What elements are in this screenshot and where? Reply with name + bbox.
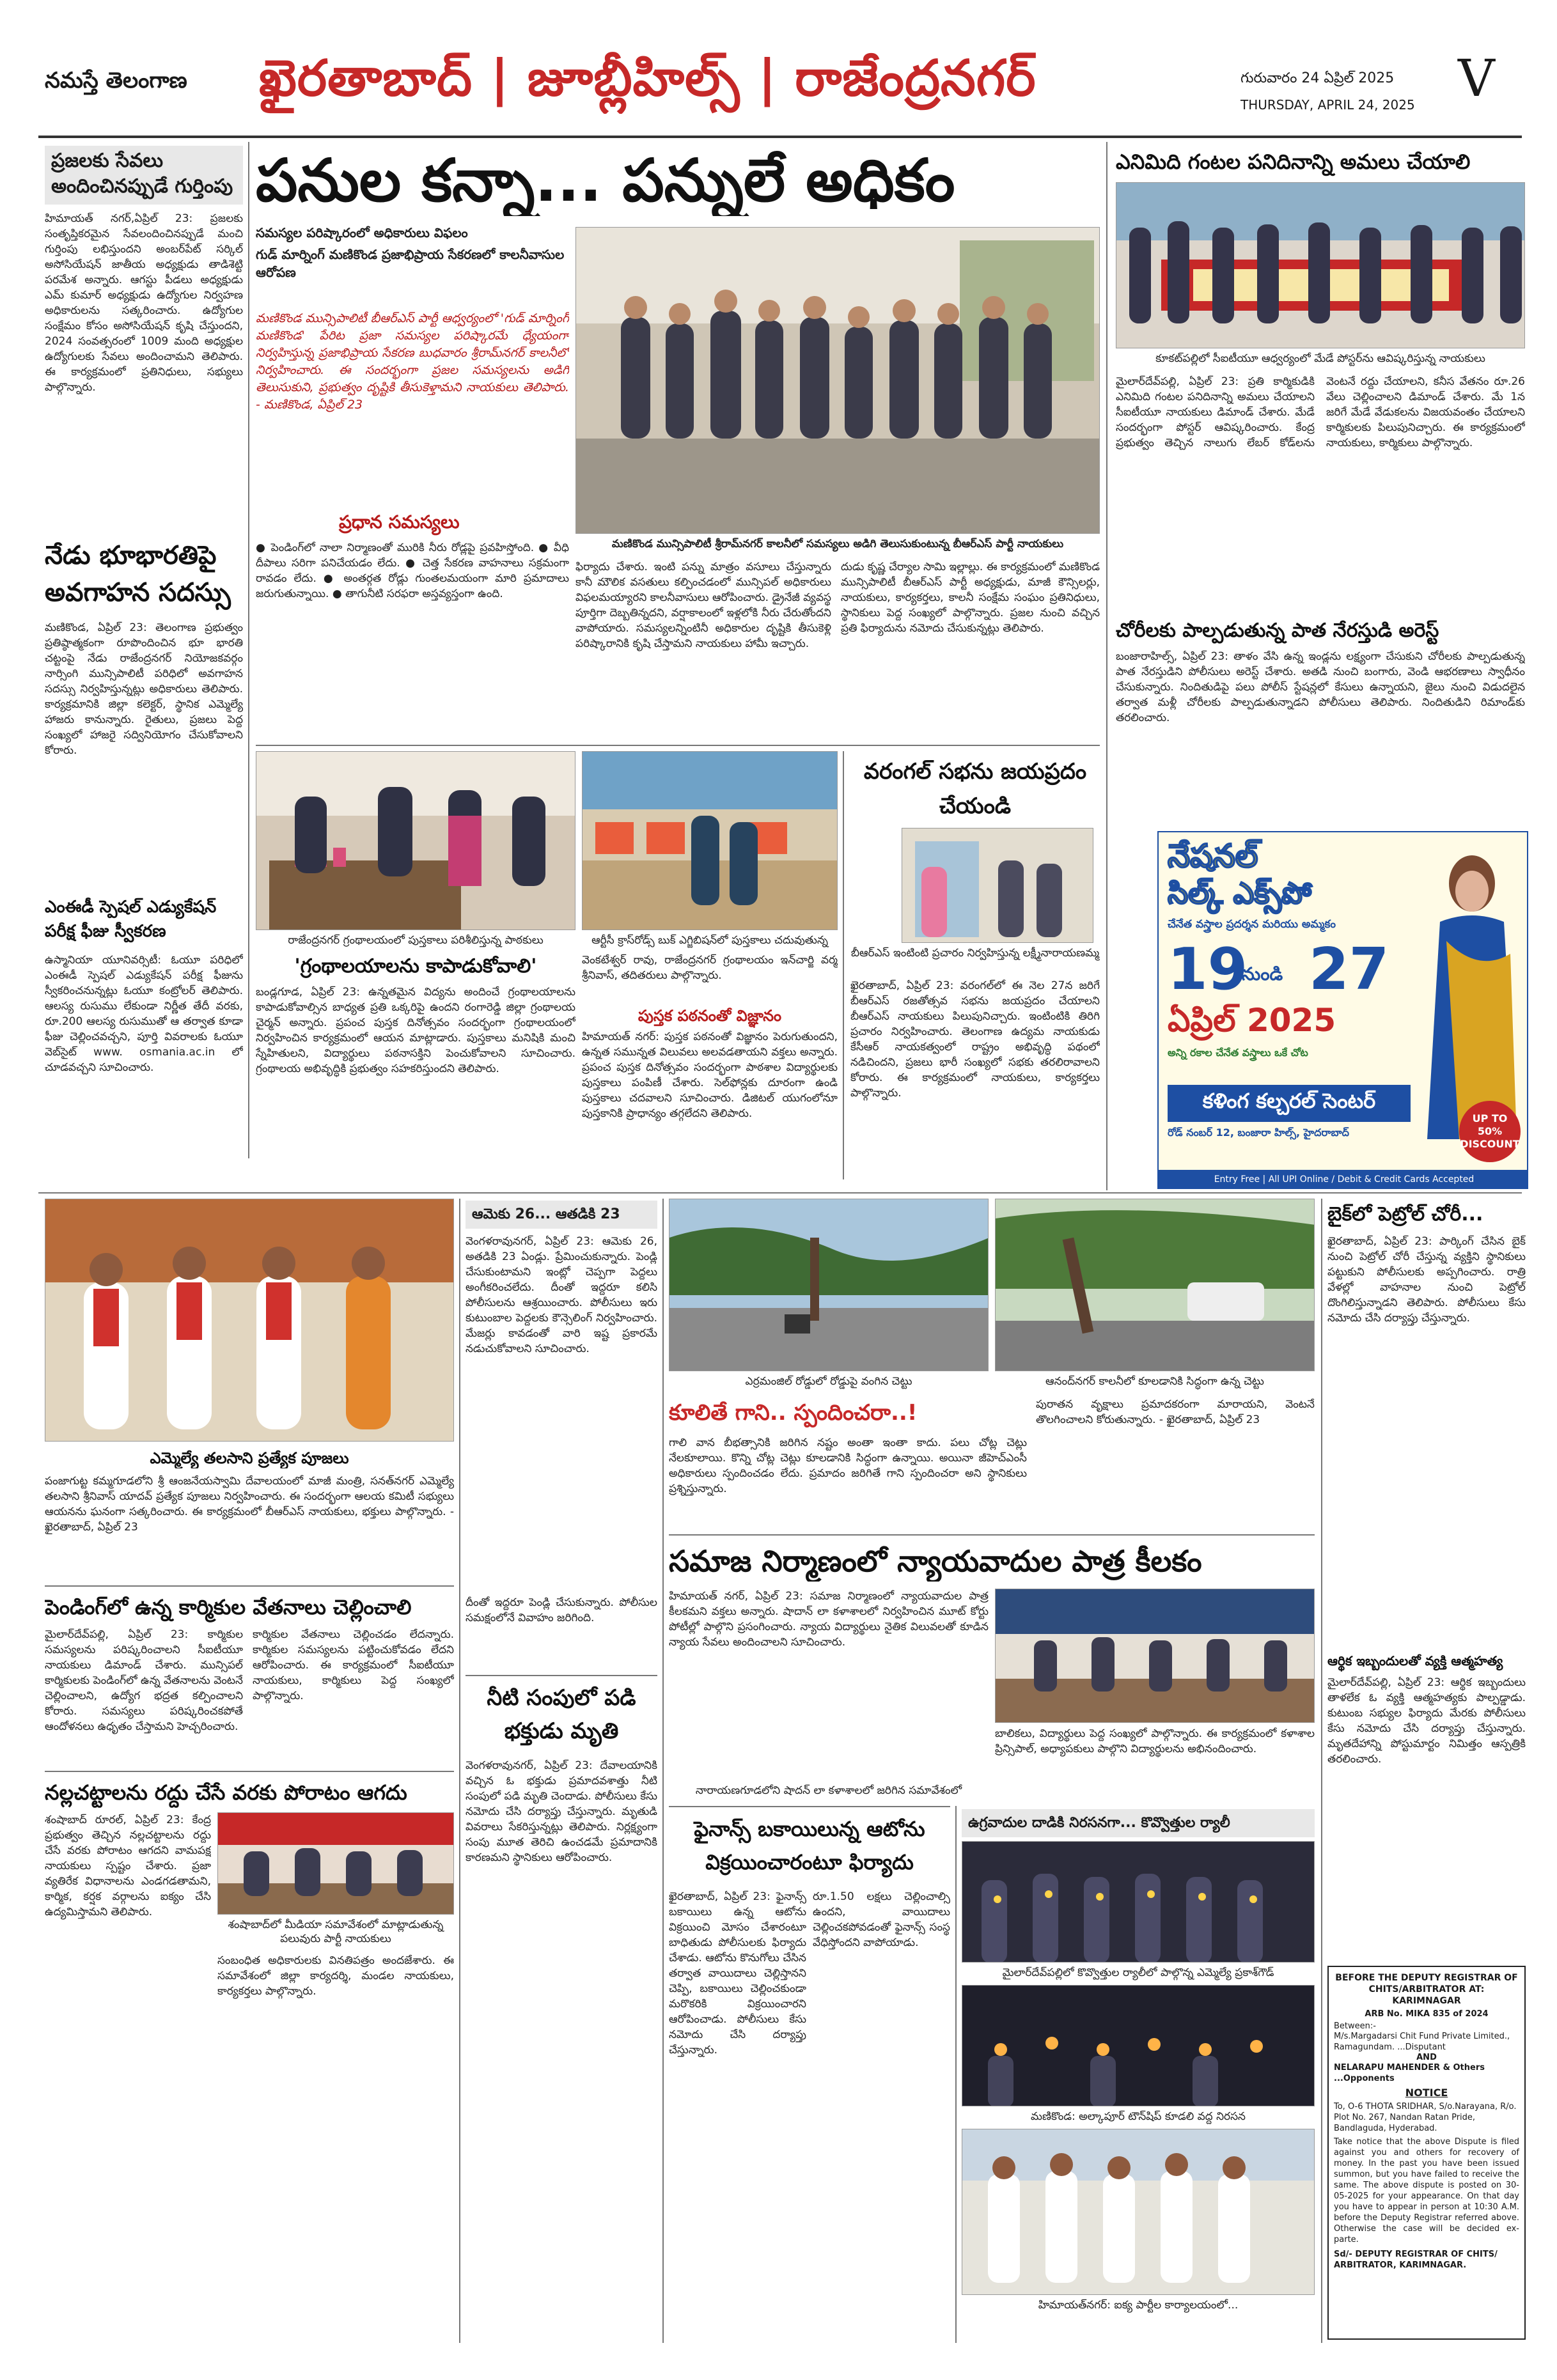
lead-right-divider xyxy=(1106,142,1107,1190)
ad-tagline: అన్ని రకాల చేనేత వస్త్రాలు ఒకే చోట xyxy=(1168,1046,1308,1059)
lead-intro: మణికొండ మున్సిపాలిటీ బీఆర్ఎస్ పార్టీ ఆధ్వర్యంలో 'గుడ్ మార్నింగ్ మణికొండ' పేరిట ప్రజా సమస్యల పరిష్కారమే ధ్యేయంగా నిర్వహిస్తున్న ప్రజాభిప్రాయ సేకరణ బుధవారం శ్రీరామ్‌నగర్ కాలనీలో నిర్వహించారు. ఈ సందర్భంగా ప్రజల సమస్యలను అడిగి తెలుసుకుని, ప్రభుత్వం దృష్టికి తీసుకెళ్తామని నాయకులు తెలిపారు. - మణికొండ, ఏప్రిల్ 23 xyxy=(256,311,569,412)
warangal-caption: బీఆర్ఎస్ ఇంటింటి ప్రచారం నిర్వహిస్తున్న లక్ష్మీనారాయణమ్మ xyxy=(850,947,1100,960)
left-story3-headline: ఎంఈడీ స్పెషల్ ఎడ్యుకేషన్ పరీక్ష ఫీజు స్వీకరణ xyxy=(45,898,217,941)
col-e-divider xyxy=(1321,1199,1322,2343)
mla-photo xyxy=(45,1199,454,1442)
notice-and: AND xyxy=(1416,2053,1437,2062)
age-body: వెంగళరావునగర్, ఏప్రిల్ 23: ఆమెకు 26, అతడికి 23 ఏండ్లు. ప్రేమించుకున్నారు. పెండ్లి చేసుకుంటామని ఇంట్లో చెప్పగా పెద్దలు అంగీకరించలేదు. దీంతో ఇద్దరూ కలిసి పోలీసులను ఆశ్రయించారు. పోలీసులు ఇరు కుటుంబాల పెద్దలకు కౌన్సెలింగ్ నిర్వహించారు. మేజర్లు కావడంతో వారి ఇష్ట ప్రకారమే నడుచుకోవాలని సూచించారు. xyxy=(466,1235,657,1355)
wage-rule xyxy=(45,1585,454,1587)
mla-body: పంజాగుట్ట కమ్మగూడలోని శ్రీ ఆంజనేయస్వామి దేవాలయంలో మాజీ మంత్రి, సనత్‌నగర్ ఎమ్మెల్యే తలసాని శ్రీనివాస్ యాదవ్ ప్రత్యేక పూజలు నిర్వహించారు. ఈ సందర్భంగా ఆలయ కమిటీ సభ్యులు ఆయనను ఘనంగా సత్కరించారు. ఈ కార్యక్రమంలో బీఆర్ఎస్ నాయకులు, భక్తులు పాల్గొన్నారు. - ఖైరతాబాద్, ఏప్రిల్ 23 xyxy=(45,1475,454,1534)
warangal-divider xyxy=(843,751,844,1179)
left-story1-body: హిమాయత్ నగర్,ఏప్రిల్ 23: ప్రజలకు సంతృప్తికరమైన సేవలందించినప్పుడే మంచి గుర్తింపు లభిస్తుందని అంబర్‌పేట్ సర్కిల్ అసోసియేషన్ జాతీయ అధ్యక్షుడు తాడిశెట్టి పరమేశ అన్నారు. ఆగస్టు పీడలు అధ్యక్షుడు ఎమ్ కుమార్ అధ్యక్షుడు ఉద్యోగుల నిర్వహణ అధికారులను సత్కరించారు. ఉద్యోగుల సంక్షేమం కోసం అసోసియేషన్ కృషి చేస్తుందని, 2024 సంవత్సరంలో 1009 మంది అధ్యక్షుల ఉద్యోగులకు సేవలు అందించామని తెలిపారు. ఈ కార్యక్రమంలో ప్రతినిధులు, సభ్యులు పాల్గొన్నారు. xyxy=(45,212,243,394)
lead-bullet-1: సమస్యల పరిష్కారంలో అధికారులు విఫలం xyxy=(256,225,468,240)
lawyer-rule xyxy=(669,1534,1315,1536)
tree-headline: కూలితే గాని.. స్పందించరా..! xyxy=(669,1400,918,1426)
exhibition-photo-illustration xyxy=(583,752,838,930)
ad-venue: కళింగ కల్చరల్ సెంటర్ xyxy=(1168,1085,1411,1122)
lead-column-2: ఫిర్యాదు చేశారు. ఇంటి పన్ను మాత్రం వసూలు చేస్తున్నారు కానీ మౌలిక వసతులు కల్పించడంలో మున్సిపల్ అధికారులు విఫలమయ్యారని కాలనీవాసులు ఆరోపించారు. డ్రైనేజీ వ్యవస్థ పూర్తిగా దెబ్బతిన్నదని, వర్షాకాలంలో ఇళ్లలోకి నీరు చేరుతోందని వాపోయారు. సమస్యలన్నింటినీ అధికారుల దృష్టికి తీసుకెళ్లి పరిష్కారానికి కృషి చేస్తామని నాయకులు హామీ ఇచ్చారు. xyxy=(575,561,831,650)
wage-body: మైలార్‌దేవ్‌పల్లి, ఏప్రిల్ 23: కార్మికుల సమస్యలను పరిష్కరించాలని సీఐటీయూ నాయకులు డిమాండ్ చేశారు. మున్సిపల్ కార్మికులకు పెండింగ్‌లో ఉన్న వేతనాలను వెంటనే చెల్లించాలని, ఉద్యోగ భద్రత కల్పించాలని కోరారు. సమస్యలు పరిష్కరించకపోతే ఆందోళనలు ఉధృతం చేస్తామని హెచ్చరించారు. xyxy=(45,1628,243,1733)
masthead-rule xyxy=(38,136,1522,138)
law-body-2: సంబంధిత అధికారులకు వినతిపత్రం అందజేశారు. ఈ సమావేశంలో జిల్లా కార్యదర్శి, మండల నాయకులు, కార్యకర్తలు పాల్గొన్నారు. xyxy=(217,1954,454,1998)
finance-headline: ఫైనాన్స్ బకాయిలున్న ఆటోను విక్రయించారంటూ ఫిర్యాదు xyxy=(694,1817,925,1874)
left-story2-headline: నేడు భూభారతిపై అవగాహన సదస్సు xyxy=(45,541,231,607)
bike-headline: బైక్‌లో పెట్రోల్ చోరీ... xyxy=(1327,1203,1483,1225)
rally-photo-2 xyxy=(962,1985,1315,2106)
road-photo-1 xyxy=(669,1199,989,1371)
library-body-col2: వెంకటేశ్వర్ రావు, రాజేంద్రనగర్ గ్రంథాలయం ఇన్‌చార్జి వర్మ శ్రీనివాస్, తదితరులు పాల్గొన్నారు. xyxy=(582,954,838,982)
ad-title-1: నేషనల్ xyxy=(1168,837,1258,875)
date-telugu: గురువారం 24 ఏప్రిల్ 2025 xyxy=(1240,70,1395,86)
col-c-divider xyxy=(662,1199,664,2343)
notice-opponents: NELARAPU MAHENDER & Others ...Opponents xyxy=(1334,2063,1485,2083)
date-english: THURSDAY, APRIL 24, 2025 xyxy=(1240,97,1415,113)
rally-divider xyxy=(955,1806,957,2343)
age-headline: ఆమెకు 26... ఆతడికి 23 xyxy=(466,1201,657,1229)
ad-month: ఏప్రిల్ 2025 xyxy=(1168,1002,1336,1039)
left-column-divider xyxy=(248,142,249,1158)
lead-photo xyxy=(575,227,1100,534)
notice-between: Between:- xyxy=(1334,2021,1376,2031)
ad-date-from: 19 xyxy=(1168,936,1248,1003)
lawyer-body-2: బాలికలు, విద్యార్థులు పెద్ద సంఖ్యలో పాల్గొన్నారు. ఈ కార్యక్రమంలో కళాశాల ప్రిన్సిపాల్, అధ్యాపకులు పాల్గొని విద్యార్థులను అభినందించారు. xyxy=(995,1727,1315,1755)
ad-model-icon xyxy=(1421,845,1523,1139)
wage-headline: పెండింగ్‌లో ఉన్న కార్మికుల వేతనాలు చెల్లించాలి xyxy=(45,1595,412,1619)
warangal-body: ఖైరతాబాద్, ఏప్రిల్ 23: వరంగల్‌లో ఈ నెల 27న జరిగే బీఆర్ఎస్ రజతోత్సవ సభను జయప్రదం చేయాలని బీఆర్ఎస్ నాయకులు పిలుపునిచ్చారు. ఇంటింటికి తిరిగి ప్రచారం నిర్వహించారు. తెలంగాణ ఉద్యమ నాయకుడు కేసీఆర్ నాయకత్వంలో రాష్ట్రం అభివృద్ధి పథంలో నడిచిందని, ప్రజలు భారీ సంఖ్యలో సభకు తరలిరావాలని కోరారు. ఈ కార్యక్రమంలో నాయకులు, కార్యకర్తలు పాల్గొన్నారు. xyxy=(850,979,1100,1100)
book-reading-body: హిమాయత్ నగర్: పుస్తక పఠనంతో విజ్ఞానం పెరుగుతుందని, ఉన్నత సమున్నత విలువలు అలవడతాయని వక్తలు అన్నారు. ప్రపంచ పుస్తక దినోత్సవం సందర్భంగా పాఠశాల విద్యార్థులకు పుస్తకాలు పంపిణీ చేశారు. సెల్‌ఫోన్లకు దూరంగా ఉండి పుస్తకాలు చదవాలని సూచించారు. డిజిటల్ యుగంలోనూ పుస్తకానికి ప్రాధాన్యం తగ్గలేదని తెలిపారు. xyxy=(582,1031,838,1120)
crime-headline: చోరీలకు పాల్పడుతున్న పాత నేరస్తుడి అరెస్ట్ xyxy=(1116,619,1439,642)
mid-row-top-rule xyxy=(256,745,1100,746)
finance-body: ఖైరతాబాద్, ఏప్రిల్ 23: ఫైనాన్స్ బకాయిలు ఉన్న ఆటోను విక్రయించి మోసం చేశారంటూ బాధితుడు పోలీసులకు ఫిర్యాదు చేశాడు. ఆటోను కొనుగోలు చేసిన తర్వాత వాయిదాలు చెల్లిస్తానని చెప్పి, బకాయిలు చెల్లించకుండా మరొకరికి విక్రయించారని ఆరోపించాడు. పోలీసులు కేసు నమోదు చేసి దర్యాప్తు చేస్తున్నారు. xyxy=(669,1890,806,2057)
party-office-illustration xyxy=(962,2129,1315,2295)
ad-subtitle: చేనేత వస్త్రాల ప్రదర్శన మరియు అమ్మకం xyxy=(1168,918,1336,931)
notice-arb-number: ARB No. MIKA 835 of 2024 xyxy=(1365,2009,1489,2019)
wage-body-2: కార్మికుల వేతనాలు చెల్లించడం లేదన్నారు. కార్మికుల సమస్యలను పట్టించుకోవడం లేదని ఆరోపించారు. ఈ కార్యక్రమంలో సీఐటీయూ నాయకులు, కార్మికులు పెద్ద సంఖ్యలో పాల్గొన్నారు. xyxy=(253,1628,454,1702)
library-photo-illustration xyxy=(256,752,575,930)
law-caption: శంషాబాద్‌లో మీడియా సమావేశంలో మాట్లాడుతున్న పలువురు పార్టీ నాయకులు xyxy=(228,1918,444,1945)
ad-title-2: సిల్క్ ఎక్స్‌పో xyxy=(1168,876,1311,910)
temple-photo-illustration xyxy=(45,1199,454,1442)
notice-to: To, O-6 THOTA SRIDHAR, S/o.Narayana, R/o. Plot No. 267, Nandan Ratan Pride, Bandlaguda, Hyderabad. xyxy=(1334,2102,1517,2133)
rally-caption-1: మైలార్‌దేవ్‌పల్లిలో కొవ్వొత్తుల ర్యాలీలో పాల్గొన్న ఎమ్మెల్యే ప్రకాశ్‌గౌడ్ xyxy=(1002,1966,1274,1979)
candle-rally-illustration-2 xyxy=(962,1986,1315,2106)
candle-rally-illustration-1 xyxy=(962,1842,1315,1963)
left-story1-headline: ప్రజలకు సేవలు అందించినప్పుడే గుర్తింపు xyxy=(45,146,243,205)
ad-model-figure xyxy=(1421,845,1523,1139)
campaign-photo-illustration xyxy=(902,828,1093,943)
finance-rule xyxy=(669,1806,950,1807)
leaning-tree-illustration xyxy=(996,1199,1315,1371)
suicide-body: మైలార్‌దేవ్‌పల్లి, ఏప్రిల్ 23: ఆర్థిక ఇబ్బందులు తాళలేక ఓ వ్యక్తి ఆత్మహత్యకు పాల్పడ్డాడు. కుటుంబ సభ్యుల ఫిర్యాదు మేరకు పోలీసులు కేసు నమోదు చేసి దర్యాప్తు చేస్తున్నారు. మృతదేహాన్ని పోస్టుమార్టం నిమిత్తం ఆస్పత్రికి తరలించారు. xyxy=(1327,1676,1526,1766)
page-letter: V xyxy=(1458,49,1495,108)
death-headline: నీటి సంపులో పడి భక్తుడు మృతి xyxy=(487,1685,636,1744)
lead-headline: పనుల కన్నా... పన్నులే అధికం xyxy=(256,146,955,215)
ad-footer: Entry Free | All UPI Online / Debit & Credit Cards Accepted xyxy=(1159,1170,1528,1189)
lead-bullet-2: గుడ్ మార్నింగ్ మణికొండ ప్రజాభిప్రాయ సేకరణలో కాలనీవాసుల ఆరోపణ xyxy=(256,247,565,280)
death-rule xyxy=(466,1675,657,1676)
law-headline: నల్లచట్టాలను రద్దు చేసే వరకు పోరాటం ఆగదు xyxy=(45,1780,407,1805)
ad-date-to: 27 xyxy=(1309,936,1389,1003)
library-photo xyxy=(256,751,575,930)
warangal-headline: వరంగల్ సభను జయప్రదం చేయండి xyxy=(863,759,1087,819)
tree-road-illustration xyxy=(669,1199,989,1371)
left-story2-body: మణికొండ, ఏప్రిల్ 23: తెలంగాణ ప్రభుత్వం ప్రతిష్ఠాత్మకంగా రూపొందించిన భూ భారతి చట్టంపై నేడు రాజేంద్రనగర్ నియోజకవర్గం నార్సింగి మున్సిపాలిటీ పరిధిలో అవగాహన సదస్సు నిర్వహిస్తున్నట్లు అధికారులు తెలిపారు. కార్యక్రమానికి జిల్లా కలెక్టర్, స్థానిక ఎమ్మెల్యే హాజరు కానున్నారు. రైతులు, ప్రజలు పెద్ద సంఖ్యలో హాజరై సద్వినియోగం చేసుకోవాలని కోరారు. xyxy=(45,621,243,757)
tree-body: గాలి వాన బీభత్సానికి జరిగిన నష్టం అంతా ఇంతా కాదు. పలు చోట్ల చెట్లు నేలకూలాయి. కొన్ని చోట్ల చెట్లు కూలడానికి సిద్ధంగా ఉన్నాయి. అయినా జీహెచ్ఎంసీ అధికారులు స్పందించడం లేదు. ప్రమాదం జరిగితే గాని స్పందించరా అని స్థానికులు ప్రశ్నిస్తున్నారు. xyxy=(669,1436,1027,1495)
road-photo-2-caption: ఆనంద్‌నగర్ కాలనీలో కూలడానికి సిద్ధంగా ఉన్న చెట్టు xyxy=(1045,1375,1264,1388)
age-body-2: దీంతో ఇద్దరూ పెండ్లి చేసుకున్నారు. పోలీసుల సమక్షంలోనే వివాహం జరిగింది. xyxy=(466,1596,657,1624)
lawyer-caption: నారాయణగూడలోని షాదన్ లా కళాశాలలో జరిగిన సమావేశంలో xyxy=(695,1784,962,1797)
finance-body-2: రూ.1.50 లక్షలు చెల్లించాల్సి ఉందని, వాయిదాలు చెల్లించకపోవడంతో ఫైనాన్స్ సంస్థ వేధిస్తోందని వాపోయాడు. xyxy=(813,1890,950,1949)
paper-name: నమస్తే తెలంగాణ xyxy=(45,68,187,93)
rally-photo-illustration xyxy=(1116,183,1525,348)
notice-signature: Sd/- DEPUTY REGISTRAR OF CHITS/ ARBITRATOR, KARIMNAGAR. xyxy=(1334,2250,1498,2270)
rally-headline: ఉగ్రవాదుల దాడికి నిరసనగా... కొవ్వొత్తుల ర్యాలీ xyxy=(962,1809,1315,1837)
death-body: వెంగళరావునగర్, ఏప్రిల్ 23: దేవాలయానికి వచ్చిన ఓ భక్తుడు ప్రమాదవశాత్తు నీటి సంపులో పడి మృతి చెందాడు. పోలీసులు కేసు నమోదు చేసి దర్యాప్తు చేస్తున్నారు. మృతుడి వివరాలు సేకరిస్తున్నట్లు తెలిపారు. నిర్లక్ష్యంగా సంపు మూత తెరిచి ఉంచడమే ప్రమాదానికి కారణమని స్థానికులు ఆరోపించారు. xyxy=(466,1759,657,1864)
lead-photo-illustration xyxy=(576,228,1100,534)
lawyer-photo xyxy=(995,1589,1315,1723)
lead-column-3: దుడు కృష్ణ చేర్యాల సామి ఇల్లాల్లు. ఈ కార్యక్రమంలో మణికొండ మున్సిపాలిటీ బీఆర్ఎస్ పార్టీ అధ్యక్షుడు, మాజీ కౌన్సిలర్లు, నాయకులు, కార్యకర్తలు, కాలనీ సంక్షేమ సంఘం ప్రతినిధులు, స్థానికులు పెద్ద సంఖ్యలో పాల్గొన్నారు. ప్రజల నుంచి వచ్చిన ప్రతి ఫిర్యాదును నమోదు చేసుకున్నట్లు తెలిపారు. xyxy=(841,561,1100,635)
library-photo-caption: రాజేంద్రనగర్ గ్రంథాలయంలో పుస్తకాలు పరిశీలిస్తున్న పాఠకులు xyxy=(288,934,544,947)
notice-heading: BEFORE THE DEPUTY REGISTRAR OF CHITS/ARBITRATOR AT: KARIMNAGAR xyxy=(1335,1973,1518,2006)
right-top-photo xyxy=(1116,182,1525,348)
silk-expo-ad[interactable] xyxy=(1157,831,1528,1189)
crime-body: బంజారాహిల్స్, ఏప్రిల్ 23: తాళం వేసి ఉన్న ఇండ్లను లక్ష్యంగా చేసుకుని చోరీలకు పాల్పడుతున్న పాత నేరస్తుడిని పోలీసులు అరెస్ట్ చేశారు. అతడి నుంచి బంగారు, వెండి ఆభరణాలు స్వాధీనం చేసుకున్నారు. నిందితుడిపై పలు పోలీస్ స్టేషన్లలో కేసులు ఉన్నాయని, జైలు నుంచి విడుదలైన తర్వాత మళ్లీ చోరీలకు పాల్పడుతున్నాడని పోలీసులు తెలిపారు. నిందితుడిని రిమాండ్‌కు తరలించారు. xyxy=(1116,650,1525,724)
ad-discount-badge: UP TO 50% DISCOUNT xyxy=(1459,1101,1521,1162)
notice-disputant: M/s.Margadarsi Chit Fund Private Limited., Ramagundam. ...Disputant xyxy=(1334,2032,1510,2052)
notice-title: NOTICE xyxy=(1405,2087,1448,2099)
right-top-caption: కూకట్‌పల్లిలో సీఐటీయూ ఆధ్వర్యంలో మేడే పోస్టర్‌ను ఆవిష్కరిస్తున్న నాయకులు xyxy=(1155,352,1485,365)
masthead-title: ఖైరతాబాద్ | జూబ్లీహిల్స్ | రాజేంద్రనగర్ xyxy=(259,50,1037,107)
law-body: శంషాబాద్ రూరల్, ఏప్రిల్ 23: కేంద్ర ప్రభుత్వం తెచ్చిన నల్లచట్టాలను రద్దు చేసే వరకు పోరాటం ఆగదని వామపక్ష నాయకులు స్పష్టం చేశారు. ప్రజా వ్యతిరేక విధానాలను ఎండగడతామని, కార్మిక, కర్షక వర్గాలను ఐక్యం చేసి ఉద్యమిస్తామని తెలిపారు. xyxy=(45,1814,211,1918)
lead-issues-title: ప్రధాన సమస్యలు xyxy=(339,511,460,533)
road-photo-2 xyxy=(995,1199,1315,1371)
book-exhibition-caption: ఆర్టీసీ క్రాస్‌రోడ్స్ బుక్ ఎగ్జిబిషన్‌లో పుస్తకాలు చదువుతున్న xyxy=(591,934,828,947)
warangal-photo xyxy=(902,828,1093,943)
notice-body: Take notice that the above Dispute is filed against you and others for recovery of money. In the past you have been issued summon, but you have failed to receive the same. The above dispute is posted on 30-05-2025 for your appearance. On that day you have to appear in person at 10:30 A.M. before the Deputy Registrar referred above. Otherwise the case will be decided ex-parte. xyxy=(1334,2137,1519,2244)
law-photo xyxy=(217,1812,454,1915)
legal-notice xyxy=(1327,1966,1526,2340)
right-top-body: మైలార్‌దేవ్‌పల్లి, ఏప్రిల్ 23: ప్రతి కార్మికుడికి ఎనిమిది గంటల పనిదినాన్ని అమలు చేయాలని సీఐటీయూ నాయకులు డిమాండ్ చేశారు. మేడే సందర్భంగా పోస్టర్ ఆవిష్కరించారు. కేంద్ర ప్రభుత్వం తెచ్చిన నాలుగు లేబర్ కోడ్‌లను వెంటనే రద్దు చేయాలని, కనీస వేతనం రూ.26 వేలు చెల్లించాలని డిమాండ్ చేశారు. మే 1న జరిగే మేడే వేడుకలను విజయవంతం చేయాలని కార్మికులకు పిలుపునిచ్చారు. ఈ కార్యక్రమంలో నాయకులు, కార్మికులు పాల్గొన్నారు. xyxy=(1116,375,1525,449)
rally-photo-1 xyxy=(962,1841,1315,1963)
law-rule xyxy=(45,1771,454,1772)
rally-caption-3: హిమాయత్‌నగర్: ఐక్య పార్టీల కార్యాలయంలో... xyxy=(1038,2299,1239,2312)
lawyer-body: హిమాయత్ నగర్, ఏప్రిల్ 23: సమాజ నిర్మాణంలో న్యాయవాదుల పాత్ర కీలకమని వక్తలు అన్నారు. షాదాన్ లా కళాశాలలో నిర్వహించిన మూట్ కోర్టు పోటీల్లో పాల్గొని ప్రసంగించారు. న్యాయ విద్యార్థులు నైతిక విలువలతో కూడిన న్యాయ సేవలు అందించాలని సూచించారు. xyxy=(669,1590,989,1649)
lead-photo-caption: మణికొండ మున్సిపాలిటీ శ్రీరామ్‌నగర్ కాలనీలో సమస్యలు అడిగి తెలుసుకుంటున్న బీఆర్ఎస్ పార్టీ నాయకులు xyxy=(611,538,1064,550)
ad-date-join: నుండి xyxy=(1242,963,1283,984)
library-headline: 'గ్రంథాలయాలను కాపాడుకోవాలి' xyxy=(294,955,537,977)
masthead xyxy=(38,31,1522,134)
mla-caption: ఎమ్మెల్యే తలసాని ప్రత్యేక పూజలు xyxy=(150,1449,349,1467)
rally-photo-3 xyxy=(962,2129,1315,2295)
rally-caption-2: మణికొండ: అల్కాపూర్ టౌన్‌షిప్ కూడలి వద్ద నిరసన xyxy=(1031,2110,1246,2123)
book-exhibition-photo xyxy=(582,751,838,930)
lead-bullet-box xyxy=(256,224,569,307)
right-top-headline: ఎనిమిది గంటల పనిదినాన్ని అమలు చేయాలి xyxy=(1116,150,1471,174)
bike-body: ఖైరతాబాద్, ఏప్రిల్ 23: పార్కింగ్ చేసిన బైక్ నుంచి పెట్రోల్ చోరీ చేస్తున్న వ్యక్తిని స్థానికులు పట్టుకుని పోలీసులకు అప్పగించారు. రాత్రి వేళల్లో వాహనాల నుంచి పెట్రోల్ దొంగిలిస్తున్నాడని తెలిపారు. పోలీసులు కేసు నమోదు చేసి దర్యాప్తు చేస్తున్నారు. xyxy=(1327,1235,1526,1325)
lower-section-rule xyxy=(38,1192,1522,1194)
left-story3-body: ఉస్మానియా యూనివర్సిటీ: ఓయూ పరిధిలో ఎంఈడీ స్పెషల్ ఎడ్యుకేషన్ పరీక్ష ఫీజును స్వీకరించనున్నట్లు ఓయూ కంట్రోలర్ తెలిపారు. ఆలస్య రుసుము లేకుండా నిర్ణీత తేదీ వరకు, రూ.200 ఆలస్య రుసుముతో ఆ తర్వాత కూడా ఫీజు చెల్లించవచ్చని, పూర్తి వివరాలకు ఓయూ వెబ్‌సైట్ www. osmania.ac.in లో చూడవచ్చని సూచించారు. xyxy=(45,954,243,1074)
meeting-photo-illustration xyxy=(218,1813,454,1915)
road-photo-1-caption: ఎర్రమంజిల్ రోడ్డులో రోడ్డుపై వంగిన చెట్టు xyxy=(745,1375,912,1388)
library-body: బండ్లగూడ, ఏప్రిల్ 23: ఉన్నతమైన విద్యను అందించే గ్రంథాలయాలను కాపాడుకోవాల్సిన బాధ్యత ప్రతి ఒక్కరిపై ఉందని రంగారెడ్డి జిల్లా గ్రంథాలయ చైర్మన్ అన్నారు. ప్రపంచ పుస్తక దినోత్సవం సందర్భంగా గ్రంథాలయంలో నిర్వహించిన కార్యక్రమంలో ఆయన మాట్లాడారు. పుస్తకాలు మనిషికి మంచి స్నేహితులని, విద్యార్థులు పఠనాసక్తిని పెంచుకోవాలని సూచించారు. గ్రంథాలయ అభివృద్ధికి ప్రభుత్వం సహకరిస్తుందని తెలిపారు. xyxy=(256,986,575,1075)
lawyer-headline: సమాజ నిర్మాణంలో న్యాయవాదుల పాత్ర కీలకం xyxy=(669,1544,1202,1578)
col-b-divider xyxy=(459,1199,460,2343)
tree-body-2: పురాతన వృక్షాలు ప్రమాదకరంగా మారాయని, వెంటనే తొలగించాలని కోరుతున్నారు. - ఖైరతాబాద్, ఏప్రిల్ 23 xyxy=(1036,1398,1315,1426)
college-stage-illustration xyxy=(996,1589,1315,1723)
lead-issues: ● పెండింగ్‌లో నాలా నిర్మాణంతో మురికి నీరు రోడ్లపై ప్రవహిస్తోంది. ● వీధి దీపాలు సరిగా పనిచేయడం లేదు. ● చెత్త సేకరణ వాహనాలు సక్రమంగా రావడం లేదు. ● అంతర్గత రోడ్లు గుంతలమయంగా మారి ప్రమాదాలు జరుగుతున్నాయి. ● తాగునీటి సరఫరా అస్తవ్యస్తంగా ఉంది. xyxy=(256,541,569,600)
book-reading-subhead: పుస్తక పఠనంతో విజ్ఞానం xyxy=(638,1007,782,1025)
suicide-headline: ఆర్థిక ఇబ్బందులతో వ్యక్తి ఆత్మహత్య xyxy=(1327,1653,1503,1668)
ad-address: రోడ్ నంబర్ 12, బంజారా హిల్స్, హైదరాబాద్ xyxy=(1168,1126,1349,1139)
